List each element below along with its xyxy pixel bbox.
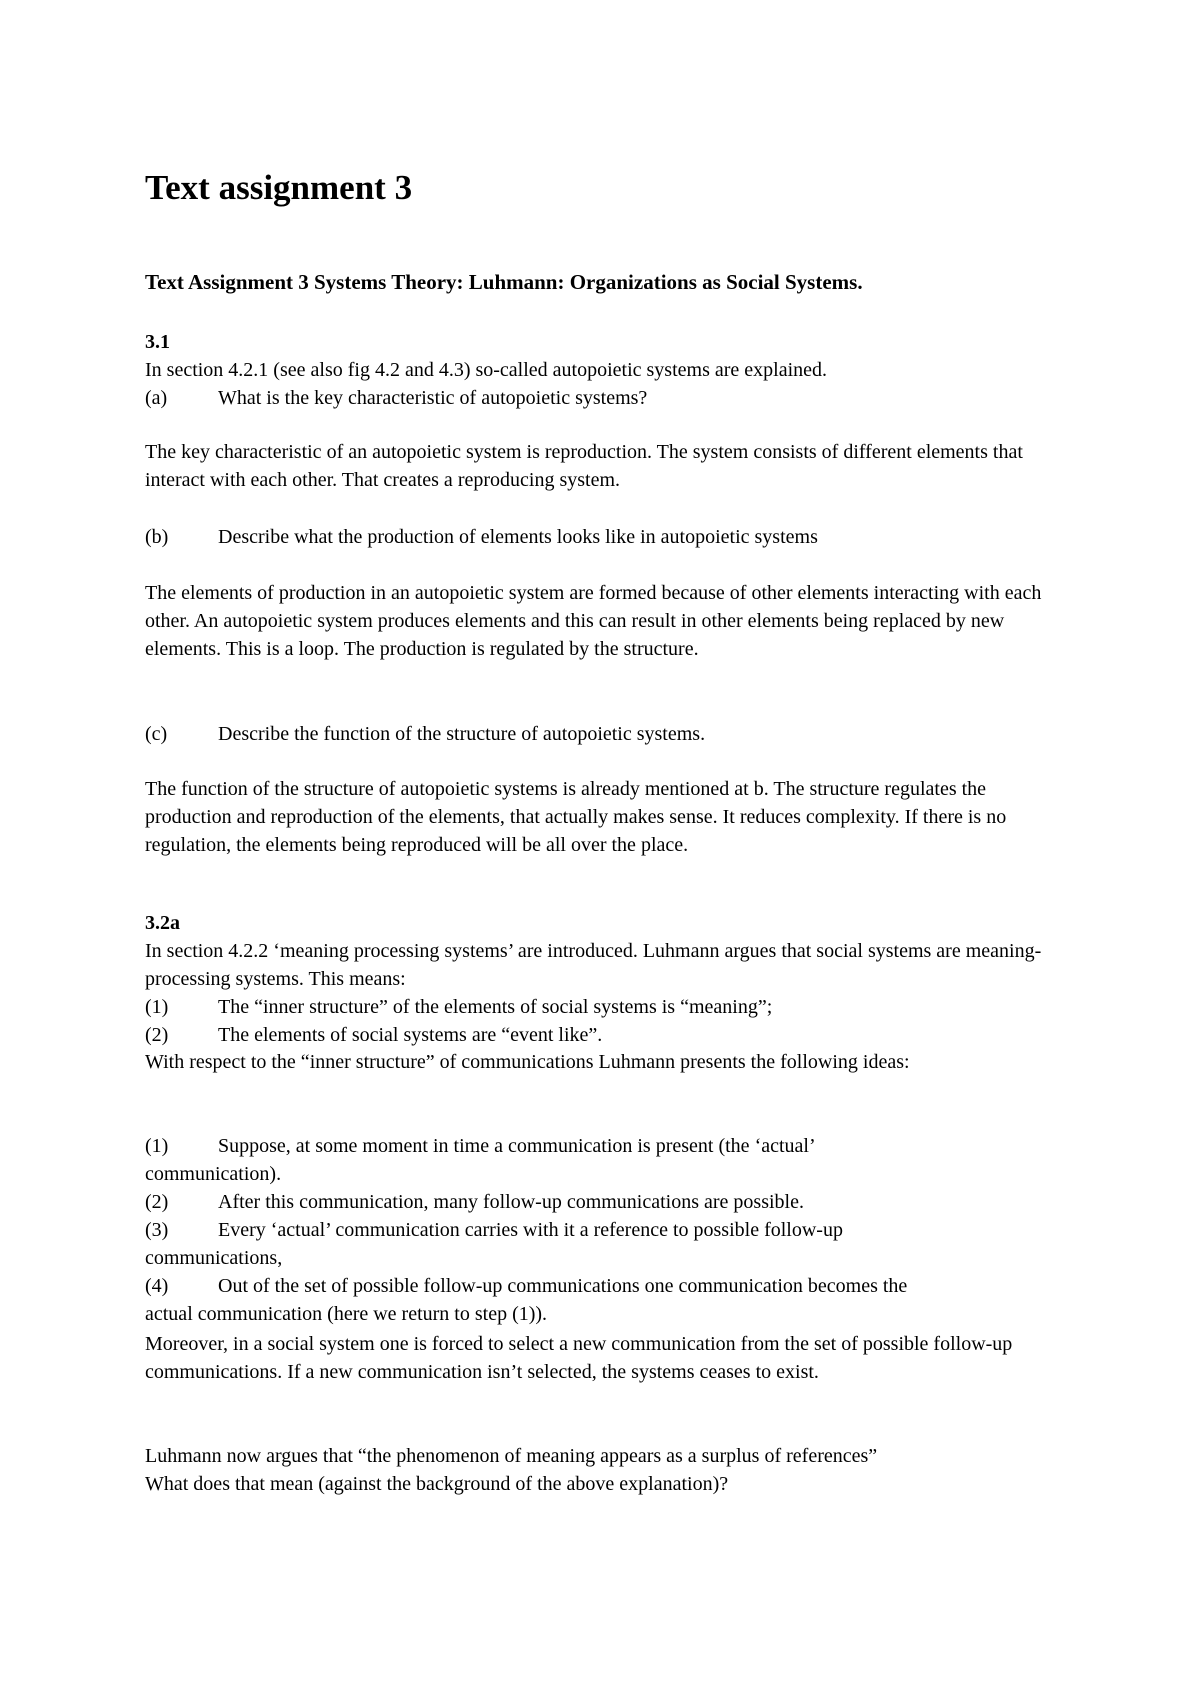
answer-text: The elements of production in an autopoietic system are formed because of other elements interacting with each other. An autopoietic system produces elements and this can result in other elements being replaced by new elements. This is a loop. The production is regulated by the structure.: [145, 582, 1042, 660]
item-label: (4): [145, 1275, 169, 1297]
ideas-intro: [145, 1048, 1075, 1076]
item-label: (3): [145, 1219, 169, 1241]
document-page: [145, 168, 1075, 1495]
question-label: (b): [145, 526, 169, 548]
question-b: [145, 523, 1075, 551]
list-item: [145, 1216, 1075, 1244]
section-heading: 3.1: [145, 331, 170, 353]
closing-question: [145, 1442, 1075, 1498]
item-text: Out of the set of possible follow-up communications one communication becomes the: [218, 1275, 908, 1297]
list-item: [145, 1272, 1075, 1300]
item-label: (1): [145, 996, 169, 1018]
item-continuation: communications,: [145, 1247, 283, 1269]
item-text: The elements of social systems are “event like”.: [218, 1024, 603, 1046]
answer-c: [145, 775, 1075, 859]
question-text: Describe what the production of elements looks like in autopoietic systems: [218, 526, 818, 548]
document-subtitle: Text Assignment 3 Systems Theory: Luhmann: Organizations as Social Systems.: [145, 270, 863, 294]
item-continuation: communication).: [145, 1163, 282, 1185]
section-3-1: [145, 328, 1075, 412]
list-item: [145, 1188, 1075, 1216]
item-text: Suppose, at some moment in time a communication is present (the ‘actual’: [218, 1135, 816, 1157]
answer-b: [145, 579, 1075, 663]
question-c: [145, 720, 1075, 748]
answer-text: The function of the structure of autopoietic systems is already mentioned at b. The structure regulates the production and reproduction of the elements, that actually makes sense. It reduces complexity. If there is no regulation, the elements being reproduced will be all over the place.: [145, 778, 1007, 856]
item-text: After this communication, many follow-up communications are possible.: [218, 1191, 804, 1213]
answer-text: The key characteristic of an autopoietic system is reproduction. The system consists of different elements that interact with each other. That creates a reproducing system.: [145, 441, 1023, 491]
question-line-1: Luhmann now argues that “the phenomenon of meaning appears as a surplus of references”: [145, 1445, 878, 1467]
question-text: What is the key characteristic of autopoietic systems?: [218, 387, 648, 409]
question-text: Describe the function of the structure of autopoietic systems.: [218, 723, 706, 745]
list-item: [145, 1132, 1075, 1160]
question-line-2: What does that mean (against the background of the above explanation)?: [145, 1473, 729, 1495]
question-label: (c): [145, 723, 168, 745]
document-title: Text assignment 3: [145, 168, 413, 207]
list-item: [145, 1021, 1075, 1049]
list-item: [145, 993, 1075, 1021]
paragraph-text: With respect to the “inner structure” of communications Luhmann presents the following ideas:: [145, 1051, 910, 1073]
item-text: Every ‘actual’ communication carries with it a reference to possible follow-up: [218, 1219, 843, 1241]
paragraph-text: Moreover, in a social system one is forced to select a new communication from the set of possible follow-up communications. If a new communication isn’t selected, the systems ceases to exist.: [145, 1333, 1013, 1383]
moreover-paragraph: [145, 1330, 1075, 1386]
section-intro: In section 4.2.2 ‘meaning processing systems’ are introduced. Luhmann argues that social systems are meaning-processing systems. This means:: [145, 940, 1042, 990]
section-intro: In section 4.2.1 (see also fig 4.2 and 4.3) so-called autopoietic systems are explained.: [145, 359, 828, 381]
item-label: (1): [145, 1135, 169, 1157]
section-heading: 3.2a: [145, 912, 180, 934]
item-label: (2): [145, 1191, 169, 1213]
item-continuation: actual communication (here we return to step (1)).: [145, 1303, 548, 1325]
section-3-2a: [145, 909, 1075, 1049]
ideas-list: [145, 1132, 1075, 1328]
answer-a: [145, 438, 1075, 494]
item-text: The “inner structure” of the elements of social systems is “meaning”;: [218, 996, 773, 1018]
question-label: (a): [145, 387, 168, 409]
item-label: (2): [145, 1024, 169, 1046]
question-a: [145, 384, 1075, 412]
